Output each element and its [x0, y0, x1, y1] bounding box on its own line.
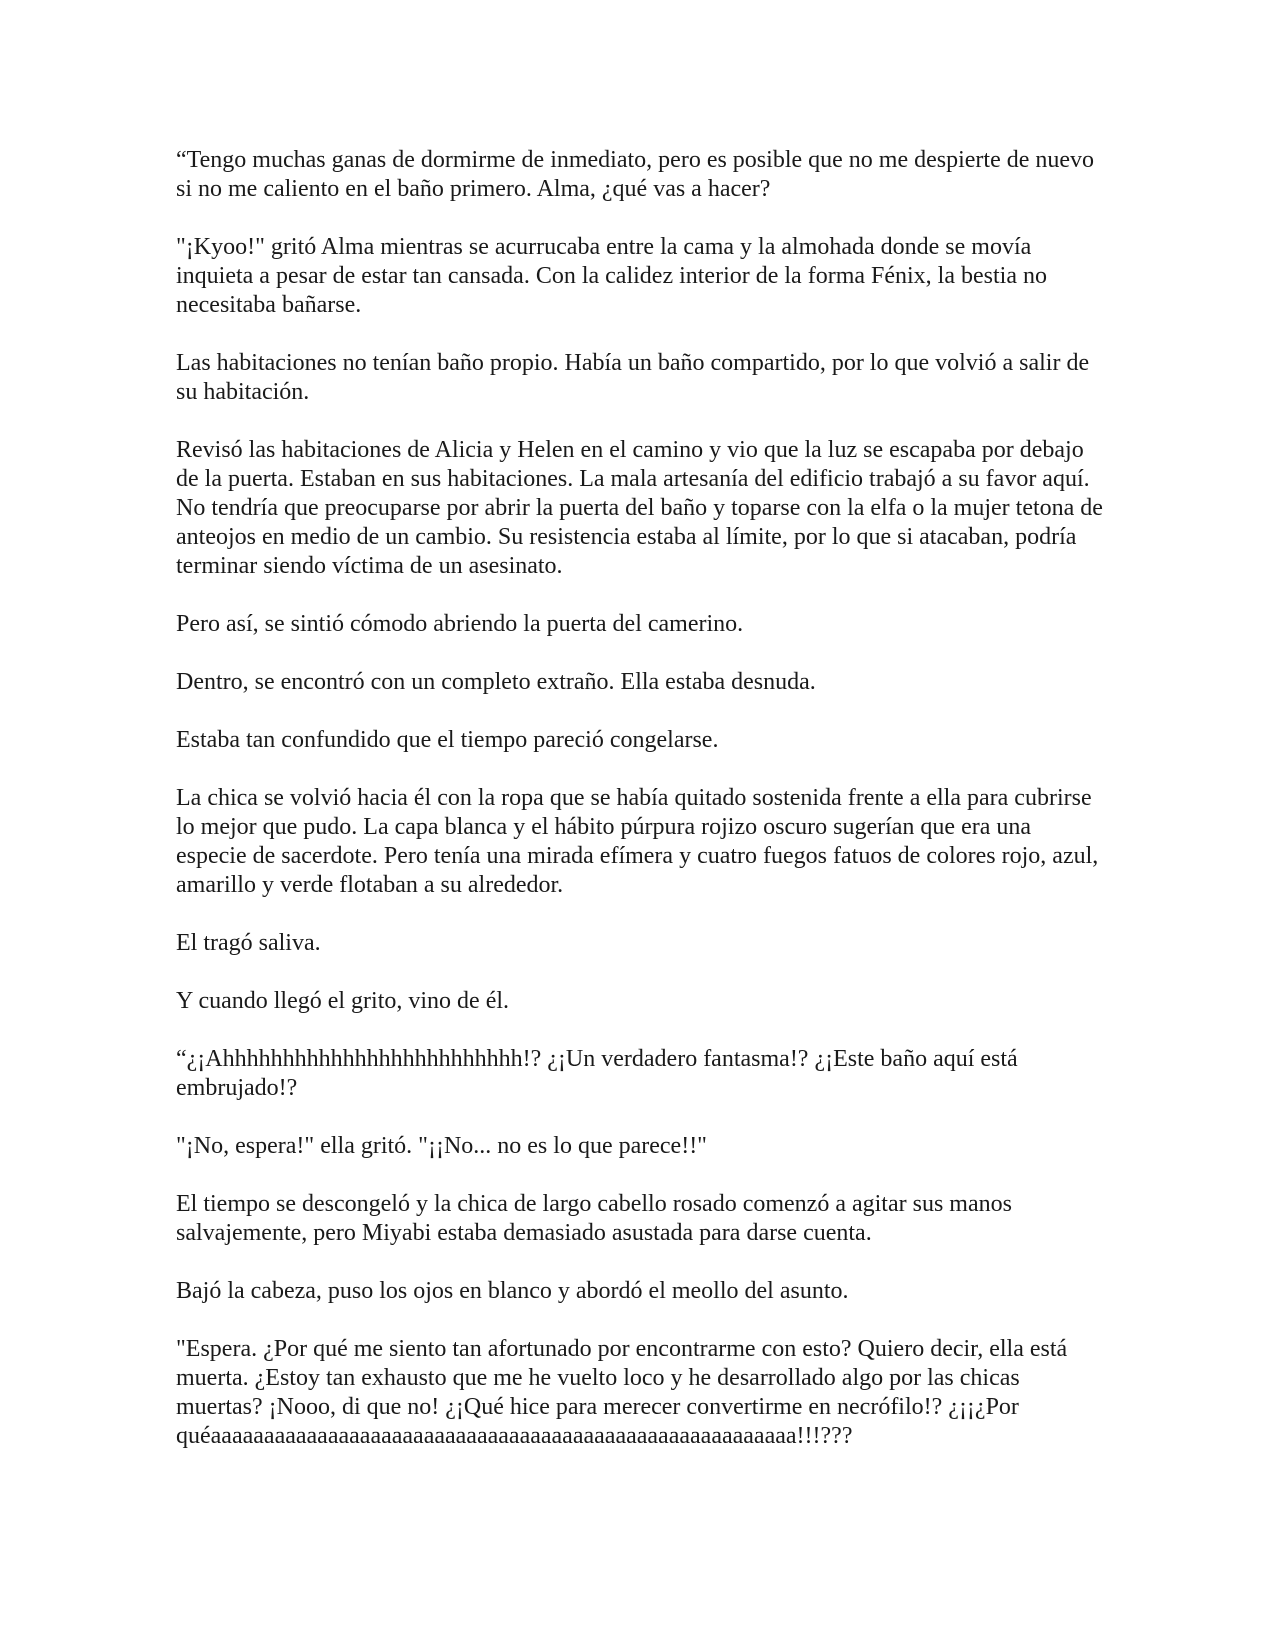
paragraph: Revisó las habitaciones de Alicia y Helen en el camino y vio que la luz se escapaba por debajo de la puerta. Estaban en sus habitaciones. La mala artesanía del edificio trabajó a su favor aquí. No tendría que preocuparse por abrir la puerta del baño y toparse con la elfa o la mujer tetona de anteojos en medio de un cambio. Su resistencia estaba al límite, por lo que si atacaban, podría terminar siendo víctima de un asesinato. — [176, 437, 1103, 579]
paragraph: "Espera. ¿Por qué me siento tan afortunado por encontrarme con esto? Quiero decir, ella está muerta. ¿Estoy tan exhausto que me he vuelto loco y he desarrollado algo por las chicas muertas? ¡Nooo, di que no! ¿¡Qué hice para merecer convertirme en necrófilo!? ¿¡¡¿Por quéaaaaaaaaaaaaaaaaaaaaaaaaaaaaaaaaaaaaaaaaaaaaaaaaaaaaaaa!!!??? — [176, 1336, 1068, 1449]
paragraph: El tragó saliva. — [176, 930, 321, 956]
paragraph: "¡Kyoo!" gritó Alma mientras se acurrucaba entre la cama y la almohada donde se movía inquieta a pesar de estar tan cansada. Con la calidez interior de la forma Fénix, la bestia no necesitaba bañarse. — [176, 234, 1047, 318]
paragraph: Estaba tan confundido que el tiempo pareció congelarse. — [176, 727, 719, 753]
paragraph: La chica se volvió hacia él con la ropa que se había quitado sostenida frente a ella para cubrirse lo mejor que pudo. La capa blanca y el hábito púrpura rojizo oscuro sugerían que era una especie de sacerdote. Pero tenía una mirada efímera y cuatro fuegos fatuos de colores rojo, azul, amarillo y verde flotaban a su alrededor. — [176, 785, 1099, 898]
body-text — [176, 146, 1106, 1451]
paragraph: Las habitaciones no tenían baño propio. Había un baño compartido, por lo que volvió a salir de su habitación. — [176, 350, 1090, 405]
paragraph: Dentro, se encontró con un completo extraño. Ella estaba desnuda. — [176, 669, 816, 695]
paragraph: Pero así, se sintió cómodo abriendo la puerta del camerino. — [176, 611, 744, 637]
paragraph: Bajó la cabeza, puso los ojos en blanco y abordó el meollo del asunto. — [176, 1278, 849, 1304]
paragraph: Y cuando llegó el grito, vino de él. — [176, 988, 510, 1014]
paragraph: “¿¡Ahhhhhhhhhhhhhhhhhhhhhhhhh!? ¿¡Un verdadero fantasma!? ¿¡Este baño aquí está embrujado!? — [176, 1046, 1018, 1101]
paragraph: “Tengo muchas ganas de dormirme de inmediato, pero es posible que no me despierte de nuevo si no me caliento en el baño primero. Alma, ¿qué vas a hacer? — [176, 147, 1095, 202]
paragraph: "¡No, espera!" ella gritó. "¡¡No... no es lo que parece!!" — [176, 1133, 707, 1159]
paragraph: El tiempo se descongeló y la chica de largo cabello rosado comenzó a agitar sus manos salvajemente, pero Miyabi estaba demasiado asustada para darse cuenta. — [176, 1191, 1012, 1246]
